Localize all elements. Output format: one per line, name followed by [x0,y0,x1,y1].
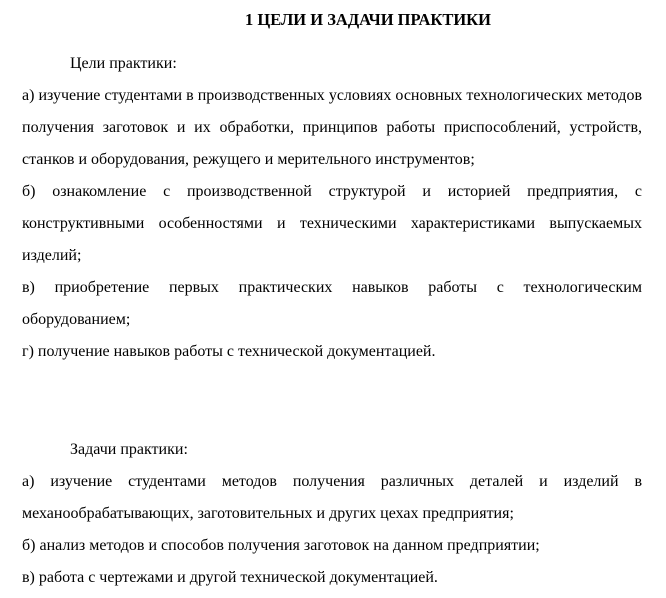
goals-item-a: а) изучение студентами в производственных условиях основных технологических методов получения заготовок и их обработки, принципов работы приспособлений, устройств, станков и оборудования, режущего и мерительного инструментов; [22,87,642,168]
tasks-item-b: б) анализ методов и способов получения заготовок на данном предприятии; [22,537,540,554]
goals-heading: Цели практики: [70,55,177,72]
tasks-item-a: а) изучение студентами методов получения различных деталей и изделий в механообрабатывающих, заготовительных и других цехах предприятия; [22,473,642,522]
goals-item-b: б) ознакомление с производственной структурой и историей предприятия, с конструктивными особенностями и техническими характеристиками выпускаемых изделий; [22,183,642,264]
goals-section [22,48,642,368]
tasks-item-c: в) работа с чертежами и другой технической документацией. [22,569,438,586]
goals-item-d: г) получение навыков работы с технической документацией. [22,343,436,360]
goals-item-c: в) приобретение первых практических навыков работы с технологическим оборудованием; [22,279,642,328]
tasks-heading: Задачи практики: [70,441,188,458]
section-title: 1 ЦЕЛИ И ЗАДАЧИ ПРАКТИКИ [245,10,491,29]
tasks-section [22,434,642,594]
